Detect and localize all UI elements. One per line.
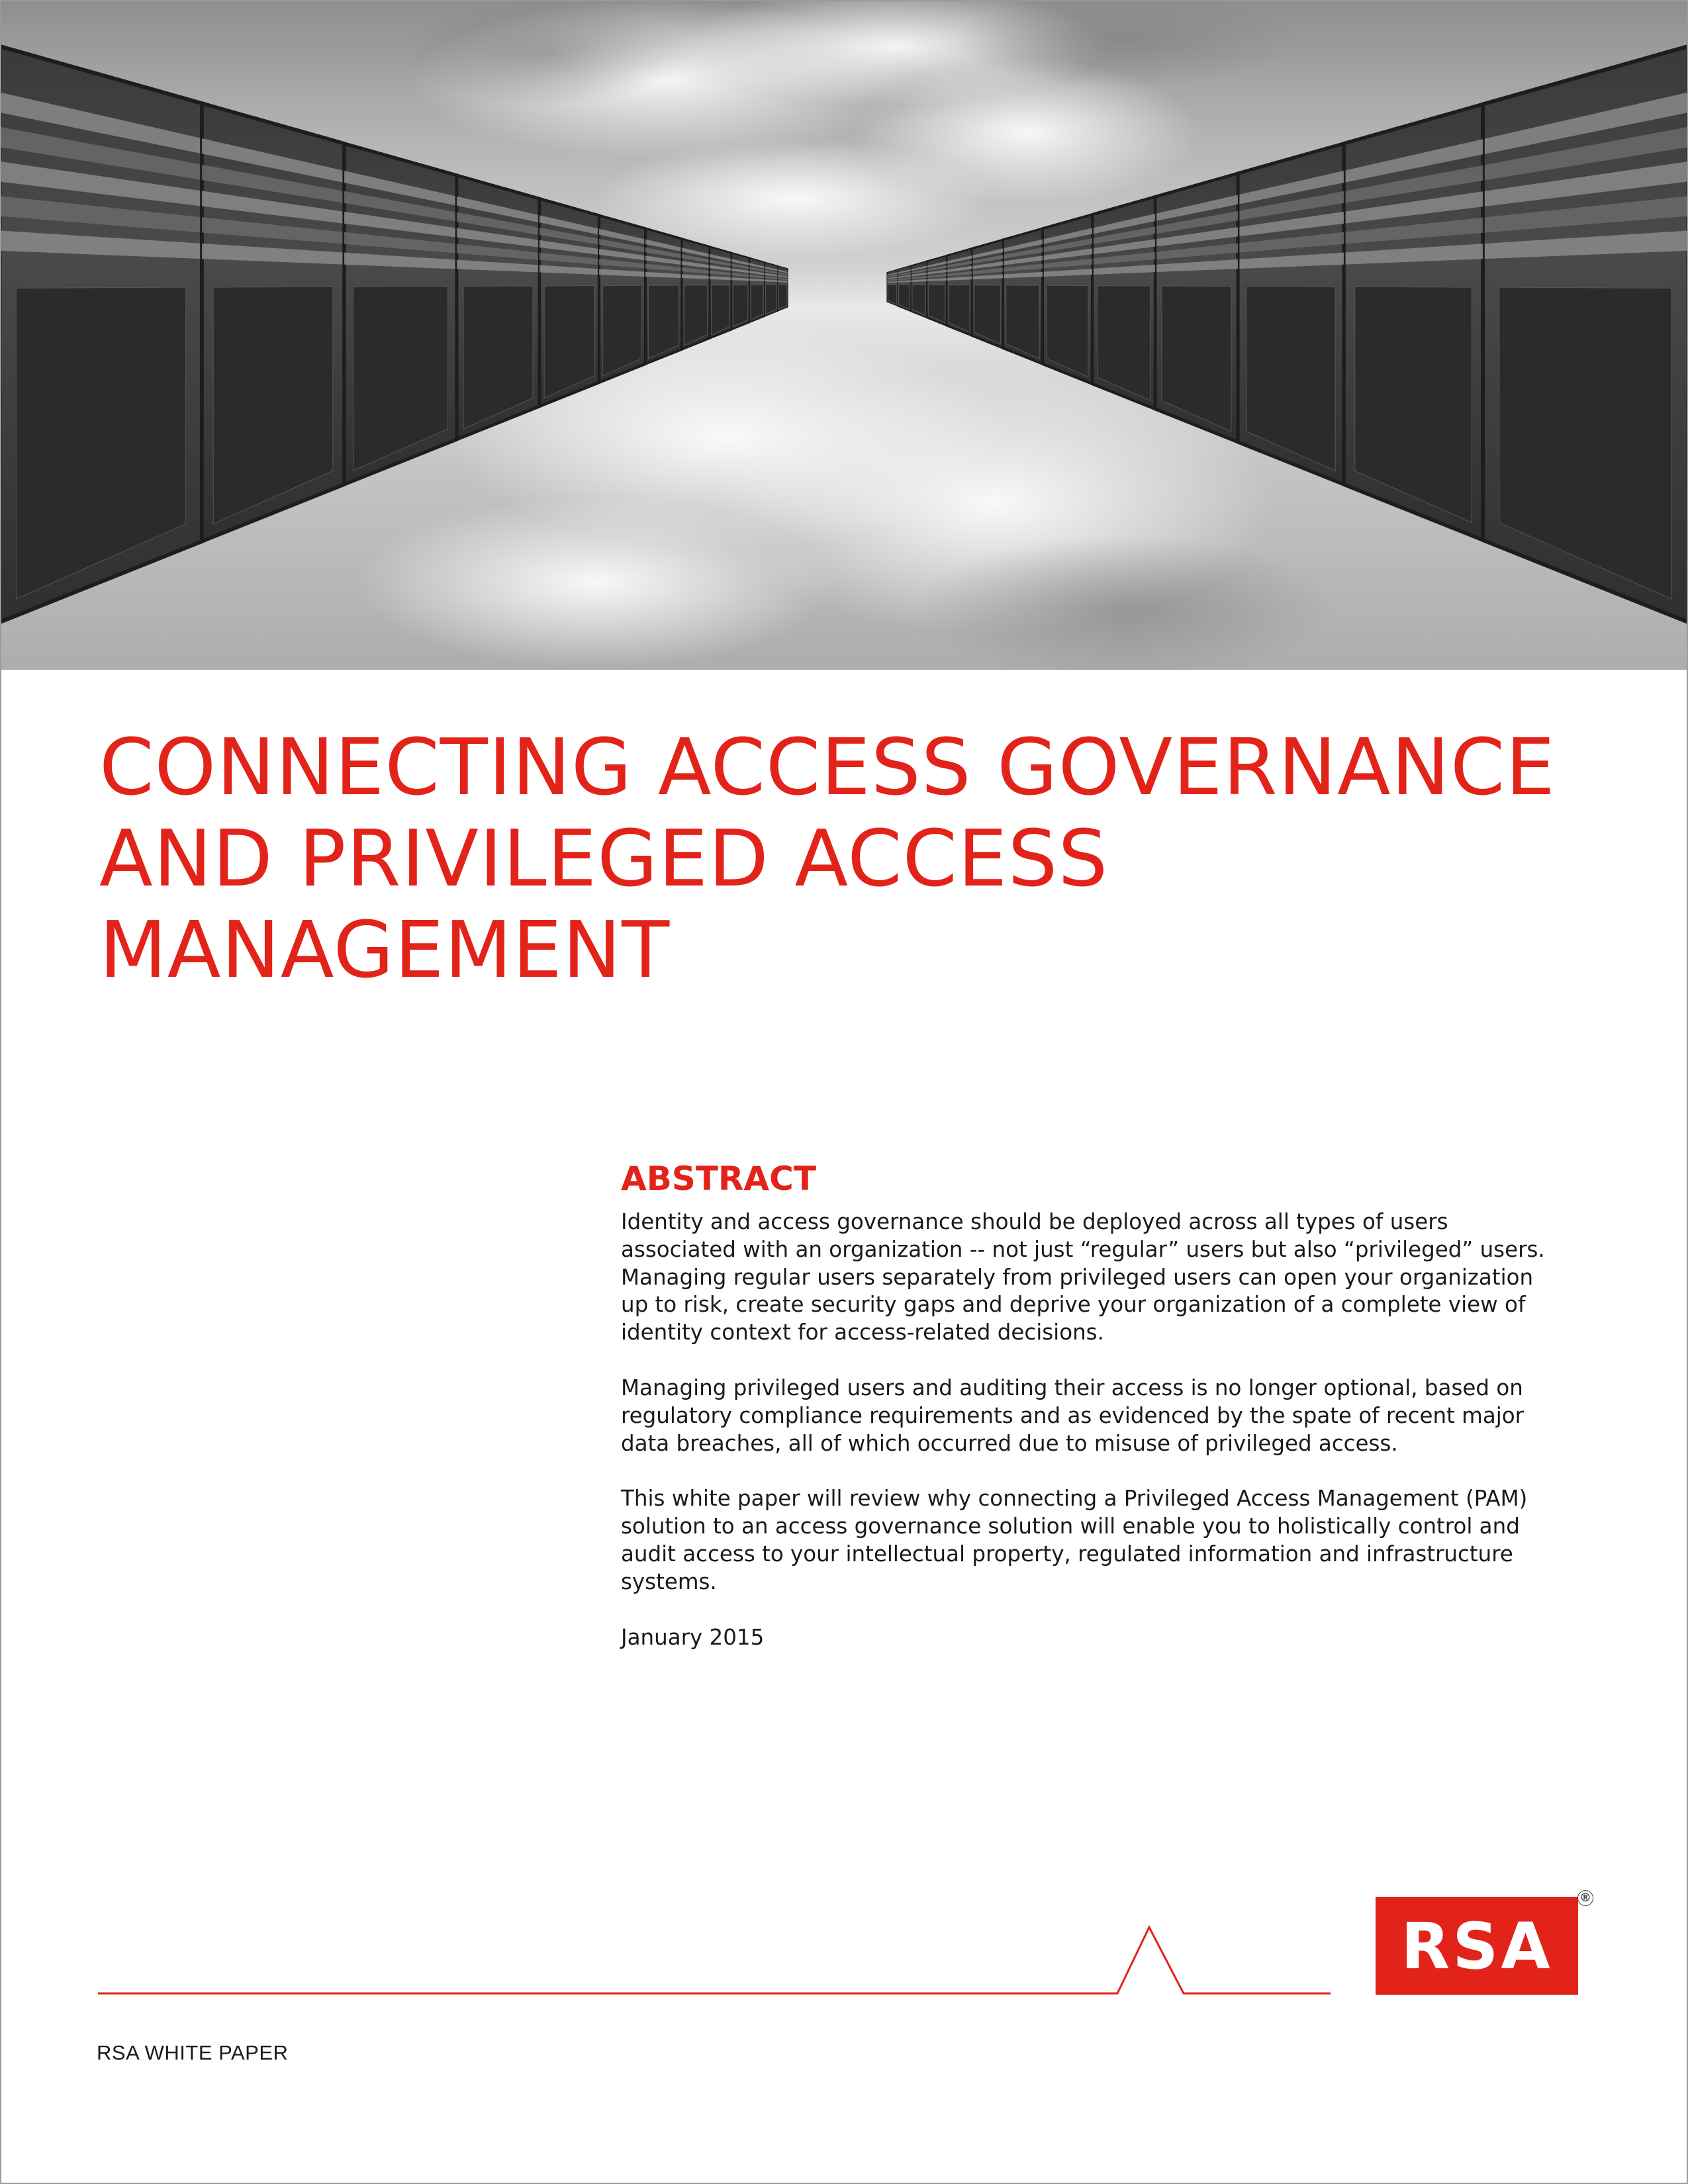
server-hall-illustration (0, 0, 1688, 670)
publication-date: January 2015 (621, 1624, 765, 1650)
rsa-logo-mark (1376, 1897, 1578, 1995)
hero-image (0, 0, 1688, 670)
title-line: AND PRIVILEGED ACCESS (99, 813, 1109, 904)
abstract-paragraph (621, 1485, 1587, 1596)
paragraph-line: identity context for access-related decisions. (621, 1320, 1104, 1345)
paragraph-line: audit access to your intellectual property, regulated information and infrastructure (621, 1541, 1513, 1567)
document-title (99, 721, 1589, 995)
paragraph-line: Managing regular users separately from privileged users can open your organization (621, 1264, 1534, 1290)
rsa-logo (1376, 1897, 1578, 1995)
paragraph-line: Managing privileged users and auditing their access is no longer optional, based on (621, 1375, 1523, 1400)
paragraph-line: data breaches, all of which occurred due to misuse of privileged access. (621, 1430, 1398, 1456)
abstract-section (621, 1158, 1587, 1651)
paragraph-line: Identity and access governance should be deployed across all types of users (621, 1209, 1448, 1234)
paragraph-line: up to risk, create security gaps and deprive your organization of a complete view of (621, 1292, 1526, 1318)
paragraph-line: solution to an access governance solution will enable you to holistically control and (621, 1514, 1520, 1539)
paragraph-line: systems. (621, 1569, 717, 1594)
title-line: CONNECTING ACCESS GOVERNANCE (99, 721, 1556, 813)
registered-trademark-mark: ® (1577, 1890, 1593, 1906)
abstract-paragraph (621, 1208, 1587, 1347)
paragraph-line: This white paper will review why connecting a Privileged Access Management (PAM) (621, 1486, 1528, 1512)
paragraph-line: regulatory compliance requirements and as evidenced by the spate of recent major (621, 1402, 1524, 1428)
paragraph-line: associated with an organization -- not just “regular” users but also “privileged” users. (621, 1236, 1545, 1262)
footer-label: RSA WHITE PAPER (97, 2041, 289, 2064)
abstract-heading: ABSTRACT (621, 1160, 816, 1198)
svg-text:RSA: RSA (1401, 1909, 1553, 1983)
abstract-paragraph (621, 1375, 1587, 1457)
title-line: MANAGEMENT (99, 904, 671, 995)
